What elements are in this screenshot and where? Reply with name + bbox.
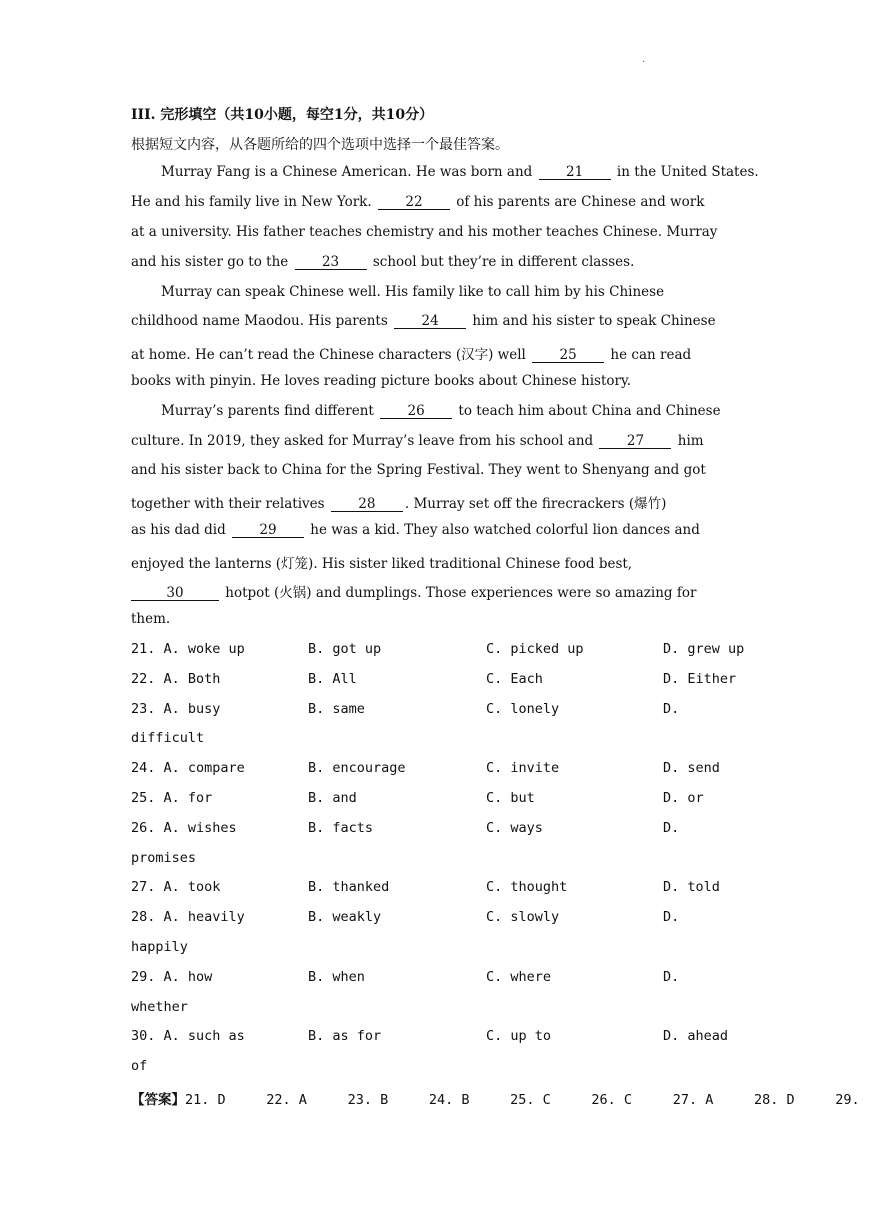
passage-line	[131, 194, 704, 210]
passage-line	[131, 492, 666, 512]
passage-text: . Murray set off the firecrackers (爆竹)	[404, 496, 667, 512]
question-option-d: D. send	[663, 760, 720, 776]
blank-26: 26	[380, 404, 452, 419]
passage-line	[161, 164, 759, 180]
answer-label: 【答案】	[131, 1092, 185, 1108]
passage-line	[161, 403, 721, 419]
answer-item: 22. A	[266, 1092, 307, 1108]
passage-line	[131, 433, 704, 449]
question-option-a: 26. A. wishes	[131, 820, 237, 836]
passage-text: childhood name Maodou. His parents	[131, 313, 393, 329]
question-option-d: D. Either	[663, 671, 737, 687]
passage-line: them.	[131, 611, 171, 627]
passage-line	[131, 581, 696, 601]
blank-30: 30	[131, 586, 219, 601]
answer-item: 24. B	[428, 1092, 470, 1108]
answer-item: 28. D	[753, 1092, 795, 1108]
passage-text: culture. In 2019, they asked for Murray’s leave from his school and	[131, 433, 598, 449]
answer-item: 27. A	[672, 1092, 714, 1108]
passage-text: he can read	[606, 347, 692, 363]
question-option-b: B. encourage	[308, 760, 406, 776]
passage-text: Murray Fang is a Chinese American. He was born and	[161, 164, 537, 180]
blank-23: 23	[295, 255, 367, 270]
question-option-a: 23. A. busy	[131, 701, 221, 717]
question-option-wrap: difficult	[131, 730, 205, 746]
passage-text: of his parents are Chinese and work	[451, 194, 705, 210]
answer-item: 21. D	[185, 1092, 226, 1108]
passage-line: books with pinyin. He loves reading picture books about Chinese history.	[131, 373, 632, 389]
question-option-a: 30. A. such as	[131, 1028, 245, 1044]
passage-text: hotpot (火锅) and dumplings. Those experiences were so amazing for	[221, 585, 697, 601]
passage-text: he was a kid. They also watched colorful lion dances and	[306, 522, 700, 538]
passage-text: and his sister go to the	[131, 254, 293, 270]
question-option-a: 29. A. how	[131, 969, 213, 985]
question-option-wrap: of	[131, 1058, 148, 1074]
question-option-c: C. but	[486, 790, 535, 806]
answer-line	[131, 1088, 860, 1108]
question-option-a: 21. A. woke up	[131, 641, 245, 657]
question-option-b: B. thanked	[308, 879, 390, 895]
question-option-a: 28. A. heavily	[131, 909, 245, 925]
blank-21: 21	[539, 165, 611, 180]
passage-line	[131, 343, 691, 363]
passage-line	[131, 313, 716, 329]
passage-line	[131, 254, 634, 270]
passage-line: and his sister back to China for the Spring Festival. They went to Shenyang and got	[131, 462, 706, 478]
passage-text: as his dad did	[131, 522, 231, 538]
passage-line	[131, 522, 700, 538]
passage-text: him and his sister to speak Chinese	[468, 313, 716, 329]
answer-item: 25. C	[510, 1092, 551, 1108]
question-option-c: C. up to	[486, 1028, 552, 1044]
passage-text: together with their relatives	[131, 496, 329, 512]
question-option-a: 25. A. for	[131, 790, 213, 806]
blank-22: 22	[378, 195, 450, 210]
question-option-c: C. Each	[486, 671, 543, 687]
passage-text: him	[673, 433, 704, 449]
answer-item: 26. C	[591, 1092, 633, 1108]
passage-line: Murray can speak Chinese well. His family like to call him by his Chinese	[161, 284, 665, 300]
question-option-c: C. lonely	[486, 701, 560, 717]
passage-text: at home. He can’t read the Chinese characters (汉字) well	[131, 347, 531, 363]
question-option-d: D. or	[663, 790, 704, 806]
question-option-c: C. thought	[486, 879, 568, 895]
answer-item: 29.	[835, 1092, 860, 1108]
passage-line: enjoyed the lanterns (灯笼). His sister liked traditional Chinese food best,	[131, 556, 633, 572]
answer-item: 23. B	[347, 1092, 389, 1108]
header-dot: .	[642, 54, 646, 65]
question-option-d: D.	[663, 969, 680, 985]
question-option-wrap: happily	[131, 939, 188, 955]
question-option-b: B. and	[308, 790, 357, 806]
question-option-d: D. ahead	[663, 1028, 729, 1044]
section-instruction: 根据短文内容，从各题所给的四个选项中选择一个最佳答案。	[131, 137, 509, 153]
question-option-d: D.	[663, 820, 680, 836]
question-option-a: 27. A. took	[131, 879, 221, 895]
question-option-b: B. weakly	[308, 909, 382, 925]
passage-text: school but they’re in different classes.	[368, 254, 635, 270]
passage-text: in the United States.	[612, 164, 759, 180]
passage-line: at a university. His father teaches chemistry and his mother teaches Chinese. Murray	[131, 224, 718, 240]
question-option-d: D. grew up	[663, 641, 745, 657]
passage-text: He and his family live in New York.	[131, 194, 376, 210]
question-option-c: C. picked up	[486, 641, 584, 657]
question-option-wrap: promises	[131, 850, 197, 866]
question-option-b: B. when	[308, 969, 365, 985]
question-option-c: C. ways	[486, 820, 543, 836]
question-option-b: B. facts	[308, 820, 374, 836]
question-option-d: D.	[663, 701, 680, 717]
question-option-b: B. All	[308, 671, 357, 687]
question-option-b: B. got up	[308, 641, 382, 657]
question-option-a: 22. A. Both	[131, 671, 221, 687]
passage-text: Murray’s parents find different	[161, 403, 379, 419]
question-option-b: B. as for	[308, 1028, 382, 1044]
question-option-c: C. slowly	[486, 909, 560, 925]
question-option-c: C. where	[486, 969, 552, 985]
blank-29: 29	[232, 523, 304, 538]
question-option-d: D. told	[663, 879, 720, 895]
question-option-d: D.	[663, 909, 680, 925]
blank-27: 27	[599, 434, 671, 449]
blank-24: 24	[394, 314, 466, 329]
question-option-b: B. same	[308, 701, 365, 717]
blank-25: 25	[532, 348, 604, 363]
section-heading: III. 完形填空（共10小题，每空1分，共10分）	[131, 107, 434, 123]
question-option-a: 24. A. compare	[131, 760, 245, 776]
blank-28: 28	[331, 497, 403, 512]
question-option-wrap: whether	[131, 999, 188, 1015]
passage-text: to teach him about China and Chinese	[454, 403, 721, 419]
question-option-c: C. invite	[486, 760, 560, 776]
